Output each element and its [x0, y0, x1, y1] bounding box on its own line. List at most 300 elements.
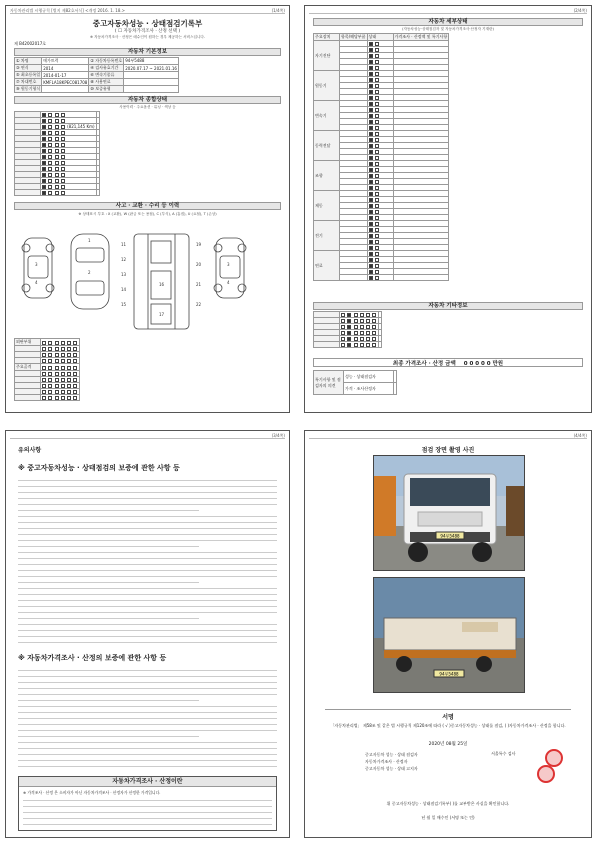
checkbox-icon — [42, 173, 46, 177]
form-header: 자동차관리법 시행규칙 [별지 제82호서식] <개정 2016. 1. 18.> — [10, 8, 125, 13]
checkbox-icon — [67, 347, 71, 351]
opinion-table — [313, 370, 397, 395]
checkbox-icon — [369, 120, 373, 124]
text-line — [18, 603, 277, 607]
general-options — [41, 124, 97, 130]
checkbox-icon — [369, 192, 373, 196]
text-line — [18, 543, 199, 547]
checkbox-icon — [375, 204, 379, 208]
checkbox-icon — [375, 186, 379, 190]
checkbox-icon — [42, 378, 46, 382]
text-line — [18, 549, 277, 553]
checkbox-icon — [42, 359, 46, 363]
checkbox-icon — [341, 331, 345, 335]
checkbox-icon — [67, 384, 71, 388]
svg-text:14: 14 — [121, 287, 127, 292]
sign-date: 2020년 08월 25일 — [428, 742, 468, 747]
detail-group-label: 연료 — [314, 251, 340, 281]
checkbox-icon — [48, 341, 52, 345]
checkbox-icon — [61, 353, 65, 357]
sign-title: 서명 — [325, 709, 571, 721]
section1-title: ※ 중고자동차성능 · 상태점검의 보증에 관한 사항 등 — [18, 464, 180, 472]
checkbox-icon — [55, 191, 59, 195]
checkbox-icon — [366, 325, 370, 329]
part-options — [41, 371, 80, 377]
checkbox-icon — [61, 384, 65, 388]
basic-label: ② 자동차등록번호 — [90, 58, 123, 63]
svg-text:4: 4 — [35, 280, 38, 285]
text-line — [18, 567, 277, 571]
svg-text:16: 16 — [159, 282, 165, 287]
etc-options — [340, 342, 379, 348]
checkbox-icon — [375, 234, 379, 238]
basic-value: 2014-01-17 — [42, 72, 89, 79]
checkbox-icon — [55, 179, 59, 183]
general-status-note: 사용이력 · 주요옵션 · 튜닝 · 색상 등 — [119, 105, 176, 109]
text-line — [18, 609, 277, 613]
checkbox-icon — [375, 132, 379, 136]
checkbox-icon — [369, 132, 373, 136]
checkbox-icon — [67, 359, 71, 363]
etc-options — [340, 312, 379, 318]
checkbox-icon — [55, 347, 59, 351]
detail-group-label: 원동기 — [314, 71, 340, 101]
checkbox-icon — [42, 185, 46, 189]
text-line — [18, 537, 277, 541]
checkbox-icon — [347, 343, 351, 347]
page-header — [10, 8, 285, 14]
checkbox-icon — [369, 204, 373, 208]
checkbox-icon — [369, 48, 373, 52]
text-line — [23, 821, 272, 825]
checkbox-icon — [372, 325, 376, 329]
checkbox-icon — [369, 174, 373, 178]
checkbox-icon — [42, 137, 46, 141]
checkbox-icon — [369, 240, 373, 244]
notes-title: 유의사항 — [18, 447, 42, 454]
text-line — [18, 745, 277, 749]
checkbox-icon — [369, 264, 373, 268]
svg-text:4: 4 — [227, 280, 230, 285]
checkbox-icon — [61, 167, 65, 171]
final-amount-label: 최종 가격조사 · 산정 금액 — [392, 360, 456, 367]
checkbox-icon — [369, 246, 373, 250]
checkbox-icon — [347, 337, 351, 341]
checkbox-icon — [375, 54, 379, 58]
checkbox-icon — [61, 179, 65, 183]
page-2 — [304, 5, 592, 413]
part-options — [41, 339, 80, 346]
text-line — [18, 483, 277, 487]
text-line — [18, 591, 277, 595]
text-line — [23, 803, 272, 807]
checkbox-icon — [375, 60, 379, 64]
text-line — [18, 507, 199, 511]
checkbox-icon — [375, 198, 379, 202]
text-line — [18, 673, 277, 677]
checkbox-icon — [354, 325, 358, 329]
part-status-table — [14, 338, 80, 401]
checkbox-icon — [375, 84, 379, 88]
checkbox-icon — [42, 149, 46, 153]
checkbox-icon — [61, 191, 65, 195]
checkbox-icon — [42, 179, 46, 183]
checkbox-icon — [55, 396, 59, 400]
checkbox-icon — [369, 42, 373, 46]
detail-status-bar: 자동차 세부상태 — [313, 18, 583, 26]
checkbox-icon — [347, 325, 351, 329]
checkbox-icon — [369, 156, 373, 160]
part-options — [41, 352, 80, 358]
detail-group-label: 변속기 — [314, 101, 340, 131]
checkbox-icon — [341, 343, 345, 347]
general-status-bar: 자동차 종합상태 — [14, 96, 281, 104]
sign-text: 「자동차관리법」 제58조 및 같은 법 시행규칙 제120조에 따라 ( √ )중고자동차성능 · 상태를 점검, ( )자동차가격조사 · 산정을 합니다. — [330, 723, 566, 728]
basic-value — [42, 86, 89, 93]
checkbox-icon — [375, 120, 379, 124]
checkbox-icon — [48, 390, 52, 394]
checkbox-icon — [369, 168, 373, 172]
svg-text:13: 13 — [121, 272, 127, 277]
basic-row — [15, 58, 179, 65]
checkbox-icon — [360, 343, 364, 347]
text-line — [18, 579, 199, 583]
checkbox-icon — [61, 359, 65, 363]
checkbox-icon — [375, 42, 379, 46]
checkbox-icon — [375, 222, 379, 226]
checkbox-icon — [369, 186, 373, 190]
part-options — [41, 346, 80, 352]
checkbox-icon — [375, 156, 379, 160]
checkbox-icon — [55, 137, 59, 141]
detail-group-label: 제동 — [314, 191, 340, 221]
checkbox-icon — [341, 319, 345, 323]
final-amount-value: 0 0 0 0 0 만원 — [463, 360, 504, 367]
checkbox-icon — [48, 113, 52, 117]
checkbox-icon — [67, 366, 71, 370]
checkbox-icon — [42, 119, 46, 123]
text-line — [18, 703, 277, 707]
section1-text — [18, 477, 277, 645]
basic-value: 2020.07.17 ~ 2021.01.16 — [125, 65, 177, 71]
checkbox-icon — [48, 143, 52, 147]
checkbox-icon — [375, 180, 379, 184]
checkbox-icon — [55, 359, 59, 363]
text-line — [18, 519, 277, 523]
checkbox-icon — [375, 258, 379, 262]
doc-number: 제 B42002017호 — [14, 41, 47, 46]
checkbox-icon — [369, 210, 373, 214]
checkbox-icon — [347, 331, 351, 335]
basic-label: ⑦ 차대번호 — [15, 79, 42, 86]
checkbox-icon — [366, 319, 370, 323]
part-label: 외판부위 — [15, 339, 41, 346]
checkbox-icon — [61, 396, 65, 400]
general-row — [15, 190, 100, 196]
checkbox-icon — [73, 341, 77, 345]
part-label: 주요골격 — [15, 364, 41, 371]
checkbox-icon — [55, 125, 59, 129]
detail-status-table — [313, 33, 449, 281]
opinion-row-appraiser: 가격 · 조사산정자 — [344, 383, 394, 395]
part-options — [41, 358, 80, 364]
part-options — [41, 383, 80, 389]
checkbox-icon — [369, 138, 373, 142]
detail-item — [340, 275, 368, 281]
text-line — [18, 721, 277, 725]
receipt-notice: 위 중고자동차성능 · 상태점검기록부( )를 교부받은 사실을 확인합니다. — [386, 801, 510, 806]
checkbox-icon — [375, 114, 379, 118]
svg-text:21: 21 — [196, 282, 202, 287]
checkbox-icon — [55, 341, 59, 345]
checkbox-icon — [375, 126, 379, 130]
price-info-box — [18, 776, 277, 831]
detail-col-header: 상태 — [367, 34, 393, 41]
text-line — [18, 667, 277, 671]
checkbox-icon — [73, 372, 77, 376]
part-options — [41, 395, 80, 401]
detail-col-header: 항목/해당부품 — [341, 34, 366, 39]
checkbox-icon — [369, 198, 373, 202]
etc-label — [314, 342, 340, 348]
text-line — [18, 633, 277, 637]
text-line — [18, 627, 277, 631]
checkbox-icon — [48, 347, 52, 351]
checkbox-icon — [360, 325, 364, 329]
opinion-row-inspector: 성능 · 상태점검자 — [344, 371, 394, 383]
checkbox-icon — [48, 149, 52, 153]
basic-row — [15, 86, 179, 93]
checkbox-icon — [369, 276, 373, 280]
basic-label: ⑧ 사용연료 — [89, 79, 124, 86]
text-line — [18, 555, 277, 559]
checkbox-icon — [55, 149, 59, 153]
checkbox-icon — [375, 216, 379, 220]
checkbox-icon — [61, 155, 65, 159]
checkbox-icon — [366, 331, 370, 335]
part-row — [15, 395, 80, 401]
checkbox-icon — [61, 372, 65, 376]
checkbox-icon — [42, 155, 46, 159]
checkbox-icon — [369, 144, 373, 148]
role-appraiser: 자동차가격조사 · 산정자 — [365, 759, 408, 764]
checkbox-icon — [73, 378, 77, 382]
photo-title: 점검 장면 촬영 사진 — [421, 447, 475, 454]
checkbox-icon — [360, 313, 364, 317]
checkbox-icon — [375, 90, 379, 94]
checkbox-icon — [55, 113, 59, 117]
role-notifier: 중고자동차 성능 · 상태 고지자 — [365, 766, 418, 771]
text-line — [18, 561, 277, 565]
text-line — [18, 513, 277, 517]
page-header — [10, 433, 285, 439]
checkbox-icon — [347, 313, 351, 317]
svg-text:12: 12 — [121, 257, 127, 262]
role-inspector: 중고자동차 성능 · 상태 점검자 — [365, 752, 418, 757]
checkbox-icon — [369, 60, 373, 64]
basic-value: 94부5488 — [124, 58, 179, 65]
checkbox-icon — [61, 149, 65, 153]
checkbox-icon — [369, 90, 373, 94]
truck-side-photo — [373, 577, 525, 693]
checkbox-icon — [375, 102, 379, 106]
checkbox-icon — [55, 119, 59, 123]
checkbox-icon — [375, 78, 379, 82]
checkbox-icon — [61, 119, 65, 123]
checkbox-icon — [42, 353, 46, 357]
etc-note — [379, 342, 382, 348]
etc-options — [340, 324, 379, 330]
checkbox-icon — [375, 228, 379, 232]
checkbox-icon — [375, 174, 379, 178]
basic-label: ⑤ 최초등록일 — [16, 72, 41, 77]
text-line — [18, 639, 277, 643]
checkbox-icon — [73, 390, 77, 394]
checkbox-icon — [375, 48, 379, 52]
checkbox-icon — [55, 390, 59, 394]
checkbox-icon — [48, 372, 52, 376]
inspector-seal-icon — [537, 765, 555, 783]
truck-front-photo — [373, 455, 525, 571]
svg-text:11: 11 — [121, 242, 127, 247]
checkbox-icon — [375, 168, 379, 172]
text-line — [18, 709, 277, 713]
basic-value: 2014 — [42, 65, 89, 72]
text-line — [18, 679, 277, 683]
checkbox-icon — [375, 276, 379, 280]
checkbox-icon — [369, 72, 373, 76]
basic-label: ⑩ 보증유형 — [89, 86, 124, 93]
checkbox-icon — [341, 313, 345, 317]
svg-text:1: 1 — [88, 238, 91, 243]
checkbox-icon — [375, 150, 379, 154]
checkbox-icon — [375, 162, 379, 166]
etc-options — [340, 318, 379, 324]
section2-text — [18, 667, 277, 769]
text-line — [18, 763, 277, 767]
svg-text:3: 3 — [227, 262, 230, 267]
checkbox-icon — [61, 366, 65, 370]
checkbox-icon — [55, 167, 59, 171]
part-options — [41, 389, 80, 395]
form-sub-note: ※ 자동차가격조사 · 산정은 매수인이 원하는 경우 제공하는 서비스입니다. — [89, 35, 206, 39]
page-number: (3/4쪽) — [271, 433, 285, 438]
checkbox-icon — [369, 228, 373, 232]
part-options — [41, 377, 80, 383]
checkbox-icon — [55, 372, 59, 376]
checkbox-icon — [61, 143, 65, 147]
checkbox-icon — [61, 173, 65, 177]
checkbox-icon — [369, 54, 373, 58]
opinion-label: 특기사항 및 점검자의 의견 — [314, 371, 344, 395]
text-line — [18, 697, 199, 701]
checkbox-icon — [55, 384, 59, 388]
text-line — [18, 477, 277, 481]
page-3 — [5, 430, 290, 838]
basic-label: ⑨ 원동기형식 — [16, 86, 41, 91]
checkbox-icon — [369, 150, 373, 154]
checkbox-icon — [42, 341, 46, 345]
plate-text: 94부5488 — [440, 533, 460, 539]
checkbox-icon — [67, 353, 71, 357]
text-line — [18, 727, 277, 731]
checkbox-icon — [48, 131, 52, 135]
checkbox-icon — [48, 173, 52, 177]
checkbox-icon — [42, 143, 46, 147]
checkbox-icon — [369, 234, 373, 238]
checkbox-icon — [55, 353, 59, 357]
checkbox-icon — [375, 264, 379, 268]
text-line — [23, 815, 272, 819]
checkbox-icon — [67, 396, 71, 400]
text-line — [18, 531, 277, 535]
checkbox-icon — [372, 331, 376, 335]
price-info-note: ※ 가격조사 · 산정 은 소비자가 아닌 자동차가격조사 · 산정자가 산정한 가격입니다. — [23, 790, 161, 795]
checkbox-icon — [369, 162, 373, 166]
page-1 — [5, 5, 290, 413]
basic-value — [124, 86, 179, 93]
roles-list — [365, 751, 418, 772]
checkbox-icon — [375, 246, 379, 250]
company-name: 서울특수 검사 — [491, 751, 516, 756]
checkbox-icon — [48, 396, 52, 400]
checkbox-icon — [48, 191, 52, 195]
checkbox-icon — [61, 347, 65, 351]
checkbox-icon — [354, 337, 358, 341]
page-header — [309, 8, 587, 14]
basic-row — [15, 72, 179, 79]
text-line — [18, 733, 199, 737]
checkbox-icon — [372, 343, 376, 347]
checkbox-icon — [369, 180, 373, 184]
checkbox-icon — [42, 167, 46, 171]
etc-row — [314, 342, 382, 348]
checkbox-icon — [48, 125, 52, 129]
checkbox-icon — [366, 343, 370, 347]
form-title: 중고자동차성능 · 상태점검기록부 — [92, 19, 203, 28]
text-line — [18, 489, 277, 493]
checkbox-icon — [360, 319, 364, 323]
text-line — [18, 501, 277, 505]
svg-text:15: 15 — [121, 302, 127, 307]
checkbox-icon — [67, 372, 71, 376]
checkbox-icon — [369, 126, 373, 130]
checkbox-icon — [369, 108, 373, 112]
basic-value: KMFLA18KPEC081708 — [43, 79, 88, 85]
checkbox-icon — [369, 96, 373, 100]
detail-col-header: 주요장치 — [314, 34, 340, 41]
svg-text:22: 22 — [196, 302, 202, 307]
price-info-title: 자동차가격조사 · 산정이란 — [19, 777, 276, 787]
detail-group-label: 자기진단 — [314, 41, 340, 71]
plate-text-2: 94부5488 — [439, 671, 459, 677]
general-note-cell — [96, 190, 99, 196]
detail-group-label: 조향 — [314, 161, 340, 191]
checkbox-icon — [369, 252, 373, 256]
checkbox-icon — [375, 270, 379, 274]
checkbox-icon — [375, 144, 379, 148]
form-subtitle: ( ☐ 자동차가격조사 · 산정 선택 ) — [114, 29, 181, 34]
checkbox-icon — [369, 114, 373, 118]
basic-label: ⑥ 변속기종류 — [89, 72, 124, 79]
general-status-table — [14, 111, 100, 196]
checkbox-icon — [73, 359, 77, 363]
checkbox-icon — [369, 84, 373, 88]
checkbox-icon — [48, 119, 52, 123]
svg-text:2: 2 — [88, 270, 91, 275]
checkbox-icon — [61, 341, 65, 345]
text-line — [18, 739, 277, 743]
